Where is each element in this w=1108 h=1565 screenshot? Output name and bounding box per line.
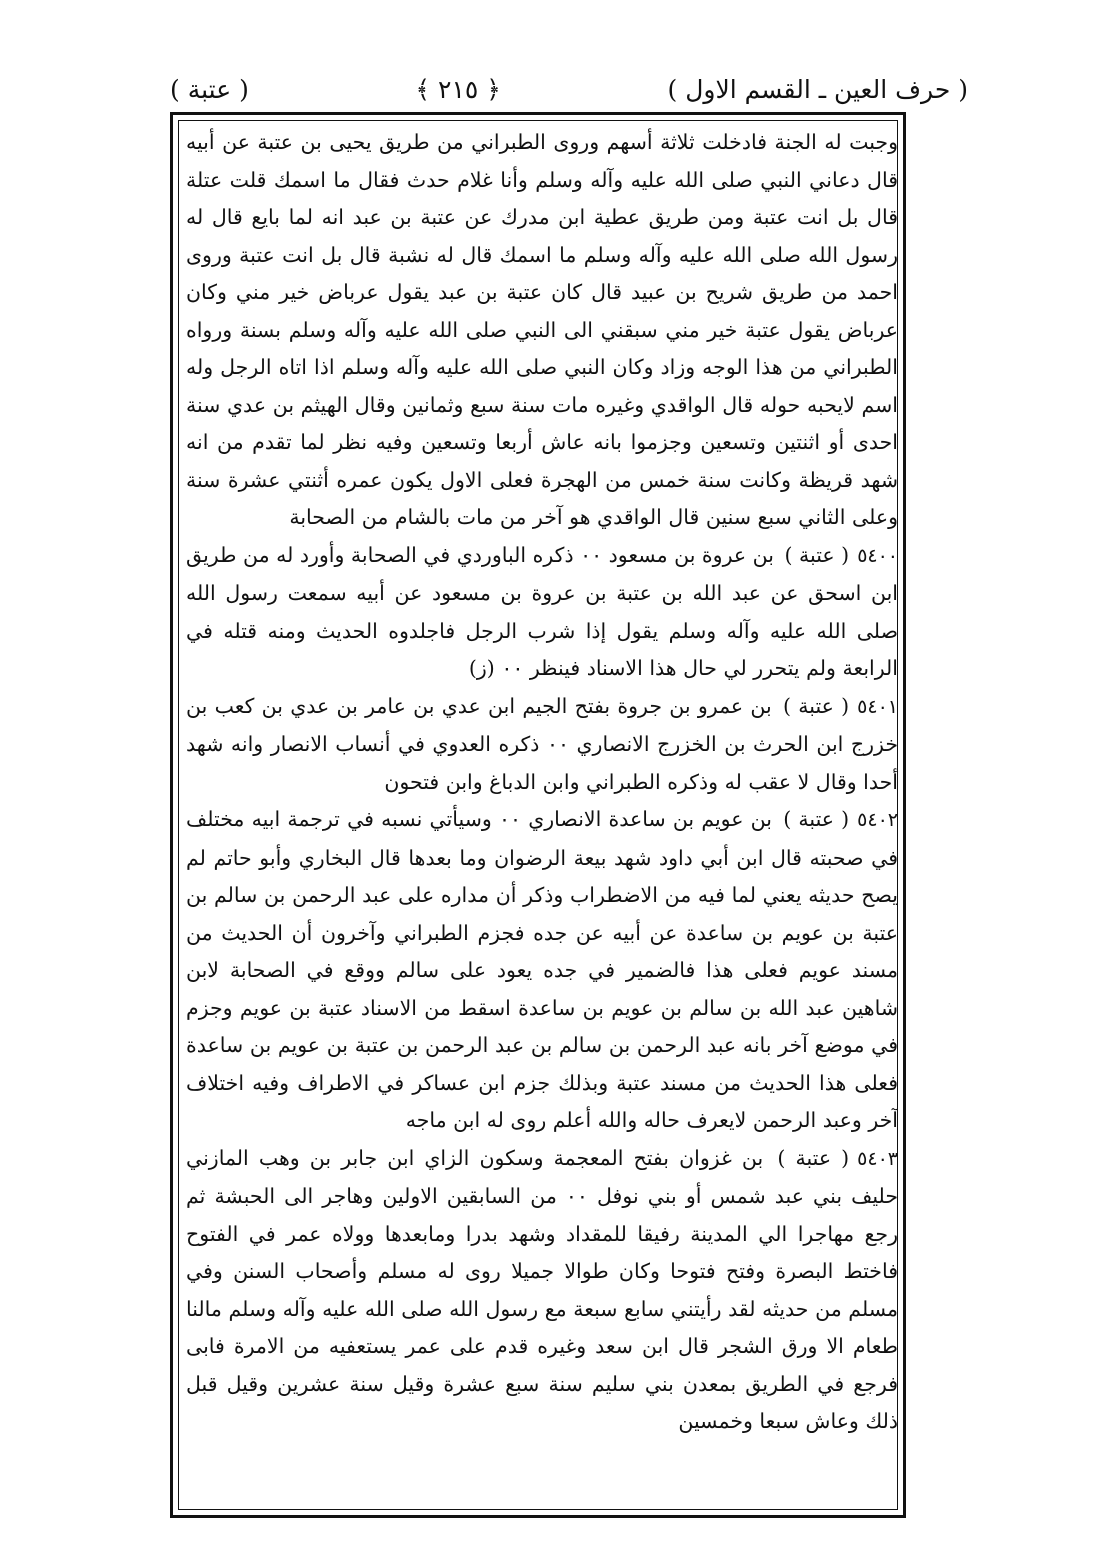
- page-header: [170, 66, 968, 112]
- entry-number: ٥٤٠٢: [857, 809, 898, 831]
- entry-body: بن عمرو بن جروة بفتح الجيم ابن عدي بن عامر بن عدي بن كعب بن خزرج ابن الحرث بن الخزرج الانصاري ٠٠ ذكره العدوي في أنساب الانصار وانه شهد أحدا وقال لا عقب له وذكره الطبراني وابن الدباغ وابن فتحون: [186, 693, 898, 794]
- intro-paragraph: وجبت له الجنة فادخلت ثلاثة أسهم وروى الطبراني من طريق يحيى بن عتبة عن أبيه قال دعاني النبي صلى الله عليه وآله وسلم وأنا غلام حدث فقال ما اسمك قلت عتلة قال بل انت عتبة ومن طريق عطية ابن مدرك عن عتبة بن عبد انه لما بايع قال له رسول الله صلى الله عليه وآله وسلم ما اسمك قال له نشبة قال بل انت عتبة وروى احمد من طريق شريح بن عبيد قال كان عتبة بن عبد يقول عرباض خير مني وكان عرباض يقول عتبة خير مني سبقني الى النبي صلى الله عليه وآله وسلم بسنة ورواه الطبراني من هذا الوجه وزاد وكان النبي صلى الله عليه وآله وسلم اذا اتاه الرجل وله اسم لايحبه حوله قال الواقدي وغيره مات سنة سبع وثمانين وقال الهيثم بن عدي سنة احدى أو اثنتين وتسعين وجزموا بانه عاش أربعا وتسعين وفيه نظر لما تقدم من انه شهد قريظة وكانت سنة خمس من الهجرة فعلى الاول يكون عمره أثنتي عشرة سنة وعلى الثاني سبع سنين قال الواقدي هو آخر من مات بالشام من الصحابة: [186, 130, 898, 529]
- entry-5400: [186, 537, 898, 688]
- entry-name: ( عتبة ): [784, 542, 850, 567]
- section-title: ( حرف العين ـ القسم الاول ): [667, 74, 968, 104]
- entry-number: ٥٤٠٣: [857, 1147, 898, 1170]
- entry-body: بن غزوان بفتح المعجمة وسكون الزاي ابن جابر بن وهب المازني حليف بني عبد شمس أو بني نوفل ٠٠ من السابقين الاولين وهاجر الى الحبشة ثم رجع مهاجرا الي المدينة رفيقا للمقداد وشهد بدرا ومابعدها وولاه عمر في الفتوح فاختط البصرة وفتح فتوحا وكان طوالا جميلا روى له مسلم وأصحاب السنن وفي مسلم من حديثه لقد رأيتني سابع سبعة مع رسول الله صلى الله عليه وآله وسلم مالنا طعام الا ورق الشجر قال ابن سعد وغيره قدم على عمر يستعفيه من الامرة فابى فرجع في الطريق بمعدن بني سليم سنة سبع عشرة وقيل سنة عشرين وقيل قبل ذلك وعاش سبعا وخمسين: [186, 1145, 898, 1433]
- page-body: [186, 124, 898, 1500]
- entry-name: ( عتبة ): [783, 693, 850, 718]
- entry-body: بن عروة بن مسعود ٠٠ ذكره الباوردي في الصحابة وأورد له من طريق ابن اسحق عن عبد الله بن عتبة بن عروة بن مسعود عن أبيه سمعت رسول الله صلى الله عليه وآله وسلم يقول إذا شرب الرجل فاجلدوه الحديث ومنه قتله في الرابعة ولم يتحرر لي حال هذا الاسناد فينظر ٠٠ (ز): [186, 542, 898, 680]
- entry-label: ( عتبة ): [170, 74, 249, 104]
- entry-body: بن عويم بن ساعدة الانصاري ٠٠ وسيأتي نسبه في ترجمة ابيه مختلف في صحبته قال ابن أبي داود شهد بيعة الرضوان وما بعدها قال البخاري وأبو حاتم لم يصح حديثه يعني لما فيه من الاضطراب وذكر أن مداره على عبد الرحمن بن سالم بن عتبة بن عويم بن ساعدة عن أبيه عن جده فجزم الطبراني وآخرون أن الحديث من مسند عويم فعلى هذا فالضمير في جده يعود على سالم ووقع في الصحابة لابن شاهين عبد الله بن سالم بن عويم بن ساعدة اسقط من الاسناد عتبة بن عويم وجزم في موضع آخر بانه عبد الرحمن بن سالم بن عبد الرحمن بن عتبة بن عويم بن ساعدة فعلى هذا الحديث من مسند عتبة وبذلك جزم ابن عساكر في الاطراف وفيه اختلاف آخر وعبد الرحمن لايعرف حاله والله أعلم روى له ابن ماجه: [186, 807, 898, 1132]
- entry-number: ٥٤٠٠: [857, 544, 898, 567]
- entry-number: ٥٤٠١: [857, 695, 898, 718]
- entry-name: ( عتبة ): [783, 807, 850, 831]
- entry-5402: [186, 801, 898, 1140]
- entry-5403: [186, 1140, 898, 1441]
- entry-5401: [186, 688, 898, 802]
- entry-name: ( عتبة ): [777, 1145, 850, 1170]
- page-number: ﴿ ٢١٥ ﴾: [415, 74, 501, 104]
